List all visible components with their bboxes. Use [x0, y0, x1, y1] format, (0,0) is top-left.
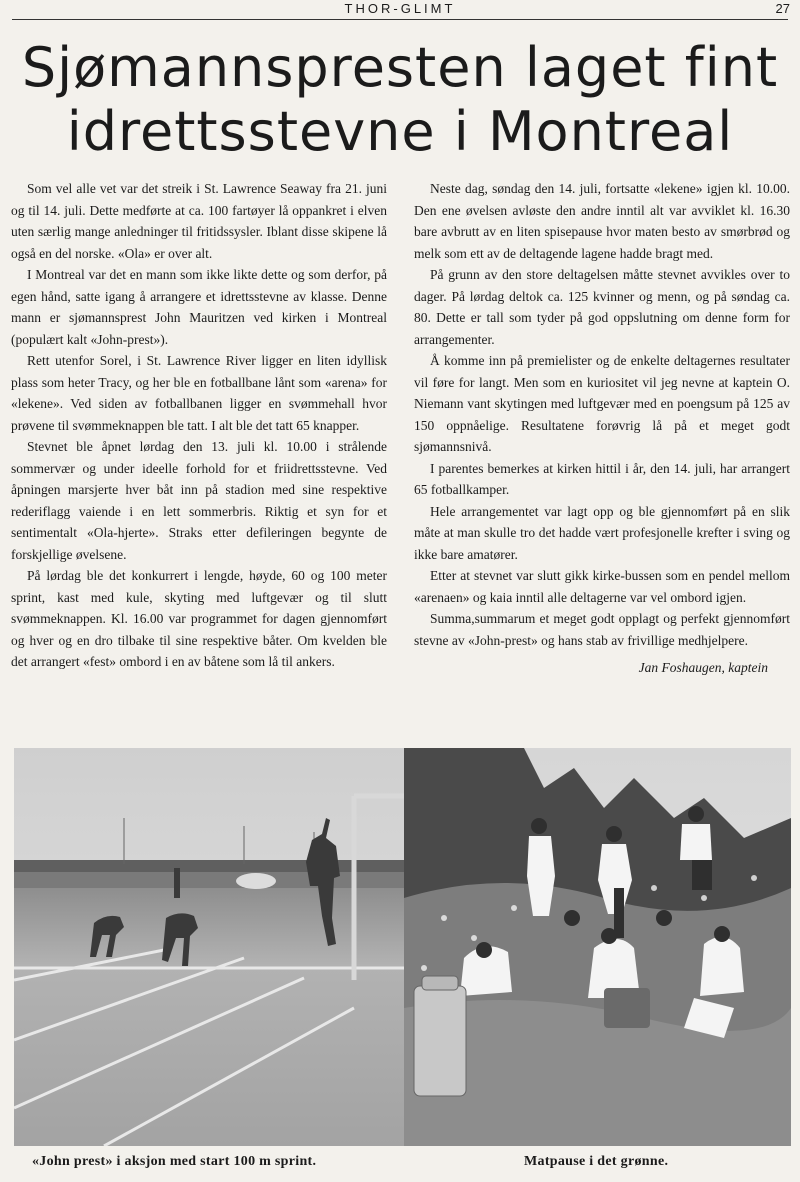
paragraph: Summa,summarum et meget godt opplagt og perfekt gjennomført stevne av «John-prest» og hans stab av frivillige medhjelpere.: [414, 611, 790, 648]
magazine-name: THOR-GLIMT: [344, 1, 456, 16]
article-headline: [20, 36, 780, 164]
paragraph: Hele arrangementet var lagt opp og ble gjennomført på en slik måte at man skulle tro det hadde vært profesjonelle krefter i sving og ikke bare amatører.: [414, 503, 790, 562]
paragraph: På lørdag ble det konkurrert i lengde, høyde, 60 og 100 meter sprint, kast med kule, skyting med luftgevær og til slutt svømmeknappen. Kl. 16.00 var programmet for dagen gjennomført og hver og en dro tilbake til sine respektive båter. Om kvelden ble det arrangert «fest» ombord i en av båtene som lå til ankers.: [11, 568, 387, 669]
headline-line-1: Sjømannspresten laget fint: [21, 36, 779, 99]
photo-caption-left: «John prest» i aksjon med start 100 m sprint.: [32, 1154, 317, 1169]
headline-line-2: idrettsstevne i Montreal: [66, 100, 734, 163]
article-column-left: [11, 178, 387, 673]
paragraph: I Montreal var det en mann som ikke likte dette og som derfor, på egen hånd, satte igang å arrangere et idrettsstevne av klasse. Denne mann er sjømannsprest John Mauritzen ved kirken i Montreal (populært kalt «John-prest»).: [11, 267, 387, 347]
sprint-start-photo: [14, 748, 404, 1146]
paragraph: Stevnet ble åpnet lørdag den 13. juli kl. 10.00 i strålende sommervær og under ideelle forhold for et friidrettsstevne. Ved åpningen marsjerte hver båt inn på stadion med sine respektive rederiflagg vaiende i en lett sommerbris. Riktig et syn for et sentimentalt «Ola-hjerte». Straks etter defileringen begynte de forskjellige øvelsene.: [11, 439, 387, 562]
paragraph: Etter at stevnet var slutt gikk kirke-bussen som en pendel mellom «arenaen» og kaia inntil alle deltagerne var vel ombord igjen.: [414, 568, 790, 605]
paragraph: Rett utenfor Sorel, i St. Lawrence River ligger en liten idyllisk plass som heter Tracy, og her ble en fotballbane lånt som «arena» for «lekene». Ved siden av fotballbanen ligger en svømmehall hvor prøvene til svømmeknappen ble tatt. I alt ble det tatt 65 knapper.: [11, 353, 387, 433]
paragraph: I parentes bemerkes at kirken hittil i år, den 14. juli, har arrangert 65 fotballkamper.: [414, 460, 790, 497]
article-column-right: [414, 178, 790, 679]
picnic-photo: [404, 748, 791, 1146]
author-title: kaptein: [728, 660, 768, 675]
photo-caption-right: Matpause i det grønne.: [524, 1154, 669, 1169]
paragraph: Å komme inn på premielister og de enkelte deltagernes resultater vil føre for langt. Men som en kuriositet vil jeg nevne at kaptein O. Niemann vant skytingen med luftgevær med en poengsum på 125 av 150 oppnåelige. Resultatene forøvrig lå på et meget godt sjømannsnivå.: [414, 353, 790, 454]
paragraph: På grunn av den store deltagelsen måtte stevnet avvikles over to dager. På lørdag deltok ca. 125 kvinner og menn, og på søndag ca. 80. Dette er tall som tyder på god oppslutning om denne form for arrangementer.: [414, 267, 790, 347]
header-rule: [12, 19, 788, 20]
author-name: Jan Foshaugen,: [638, 660, 725, 675]
page-number: 27: [775, 1, 790, 16]
author-signature: [414, 657, 790, 679]
page-header: [0, 0, 800, 20]
paragraph: Neste dag, søndag den 14. juli, fortsatte «lekene» igjen kl. 10.00. Den ene øvelsen avløste den andre inntil alt var avviklet kl. 16.30 bare avbrutt av en liten spisepause hvor maten besto av smørbrød og melk som ett av de deltagende lagene hadde bragt med.: [414, 181, 790, 261]
paragraph: Som vel alle vet var det streik i St. Lawrence Seaway fra 21. juni og til 14. juli. Dette medførte at ca. 100 fartøyer lå oppankret i elven uten særlig mange anledninger til fritidssysler. Iblant disse skipene lå også en del norske. «Ola» er over alt.: [11, 181, 387, 261]
